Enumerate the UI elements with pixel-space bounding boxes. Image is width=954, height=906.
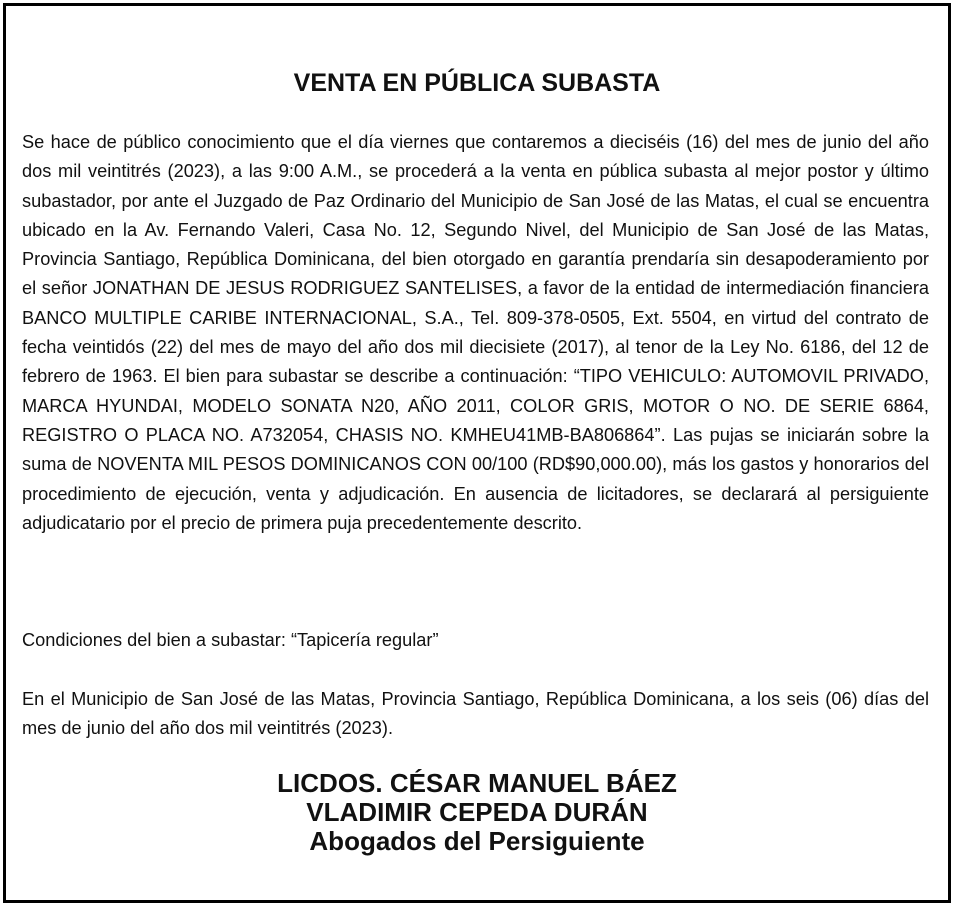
notice-title: VENTA EN PÚBLICA SUBASTA	[293, 69, 661, 97]
legal-notice-box	[3, 3, 951, 903]
signature-line-lawyer-2: VLADIMIR CEPEDA DURÁN	[306, 797, 648, 827]
conditions-paragraph: Condiciones del bien a subastar: “Tapicería regular”	[22, 630, 439, 650]
signature-line-lawyer-1: LICDOS. CÉSAR MANUEL BÁEZ	[277, 768, 677, 798]
signature-block	[6, 769, 948, 856]
notice-body-paragraph: Se hace de público conocimiento que el día viernes que contaremos a dieciséis (16) del mes de junio del año dos mil veintitrés (2023), a las 9:00 A.M., se procederá a la venta en pública subasta al mejor postor y último subastador, por ante el Juzgado de Paz Ordinario del Municipio de San José de las Matas, el cual se encuentra ubicado en la Av. Fernando Valeri, Casa No. 12, Segundo Nivel, del Municipio de San José de las Matas, Provincia Santiago, República Dominicana, del bien otorgado en garantía prendaría sin desapoderamiento por el señor JONATHAN DE JESUS RODRIGUEZ SANTELISES, a favor de la entidad de intermediación financiera BANCO MULTIPLE CARIBE INTERNACIONAL, S.A., Tel. 809-378-0505, Ext. 5504, en virtud del contrato de fecha veintidós (22) del mes de mayo del año dos mil diecisiete (2017), al tenor de la Ley No. 6186, del 12 de febrero de 1963. El bien para subastar se describe a continuación: “TIPO VEHICULO: AUTOMOVIL PRIVADO, MARCA HYUNDAI, MODELO SONATA N20, AÑO 2011, COLOR GRIS, MOTOR O NO. DE SERIE 6864, REGISTRO O PLACA NO. A732054, CHASIS NO. KMHEU41MB-BA806864”. Las pujas se iniciarán sobre la suma de NOVENTA MIL PESOS DOMINICANOS CON 00/100 (RD$90,000.00), más los gastos y honorarios del procedimiento de ejecución, venta y adjudicación. En ausencia de licitadores, se declarará al persiguiente adjudicatario por el precio de primera puja precedentemente descrito.	[22, 132, 929, 533]
signature-line-role: Abogados del Persiguiente	[309, 826, 645, 856]
place-date-paragraph: En el Municipio de San José de las Matas, Provincia Santiago, República Dominicana, a los seis (06) días del mes de junio del año dos mil veintitrés (2023).	[22, 689, 929, 739]
